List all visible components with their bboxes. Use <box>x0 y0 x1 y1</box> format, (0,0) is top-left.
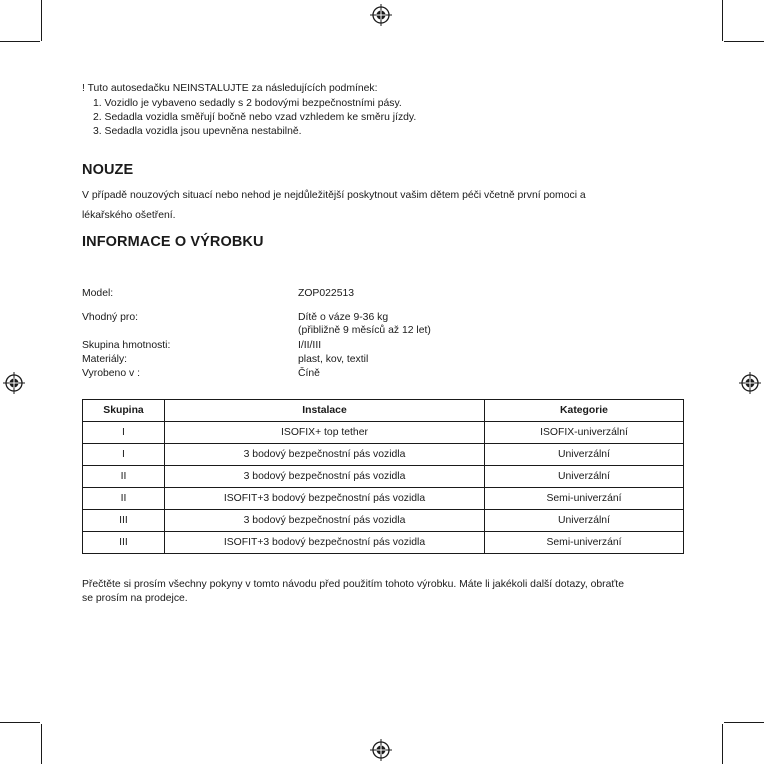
table-cell: Univerzální <box>485 510 684 532</box>
footer-text: Přečtěte si prosím všechny pokyny v tomto návodu před použitím tohoto výrobku. Máte li jakékoli další dotazy, obraťte <box>82 579 624 590</box>
table-cell: III <box>83 510 165 532</box>
spec-value: Číně <box>298 368 320 379</box>
emergency-heading: NOUZE <box>82 162 134 178</box>
crop-mark <box>724 722 764 723</box>
registration-mark-icon <box>370 739 392 761</box>
crop-mark <box>722 724 723 764</box>
spec-value: (přibližně 9 měsíců až 12 let) <box>298 325 431 336</box>
product-info-heading: INFORMACE O VÝROBKU <box>82 234 264 250</box>
table-header: Kategorie <box>485 400 684 422</box>
table-cell: Univerzální <box>485 466 684 488</box>
table-cell: 3 bodový bezpečnostní pás vozidla <box>165 444 485 466</box>
table-row <box>83 466 684 488</box>
spec-label: Skupina hmotnosti: <box>82 340 171 351</box>
table-row <box>83 488 684 510</box>
table-cell: ISOFIX+ top tether <box>165 422 485 444</box>
table-row <box>83 422 684 444</box>
warning-item: 2. Sedadla vozidla směřují bočně nebo vzad vzhledem ke směru jízdy. <box>93 112 417 123</box>
spec-label: Vhodný pro: <box>82 312 139 323</box>
crop-mark <box>41 724 42 764</box>
table-cell: ISOFIT+3 bodový bezpečnostní pás vozidla <box>165 488 485 510</box>
warning-item: 1. Vozidlo je vybaveno sedadly s 2 bodovými bezpečnostními pásy. <box>93 98 402 109</box>
table-cell: 3 bodový bezpečnostní pás vozidla <box>165 510 485 532</box>
crop-mark <box>41 0 42 41</box>
crop-mark <box>0 41 40 42</box>
table-cell: Semi-univerzání <box>485 488 684 510</box>
spec-value: I/II/III <box>298 340 322 351</box>
table-row <box>83 444 684 466</box>
table-cell: 3 bodový bezpečnostní pás vozidla <box>165 466 485 488</box>
table-cell: II <box>83 466 165 488</box>
table-cell: Univerzální <box>485 444 684 466</box>
table-header: Instalace <box>165 400 485 422</box>
registration-mark-icon <box>370 4 392 26</box>
registration-mark-icon <box>739 372 761 394</box>
table-cell: ISOFIX-univerzální <box>485 422 684 444</box>
spec-label: Model: <box>82 288 114 299</box>
warning-item: 3. Sedadla vozidla jsou upevněna nestabilně. <box>93 126 302 137</box>
emergency-text: V případě nouzových situací nebo nehod je nejdůležitější poskytnout vašim dětem péči včetně první pomoci a <box>82 190 586 201</box>
table-header: Skupina <box>83 400 165 422</box>
category-table <box>82 399 684 554</box>
table-cell: I <box>83 422 165 444</box>
table-row <box>83 532 684 554</box>
table-cell: ISOFIT+3 bodový bezpečnostní pás vozidla <box>165 532 485 554</box>
registration-mark-icon <box>3 372 25 394</box>
table-header-row <box>83 400 684 422</box>
crop-mark <box>0 722 40 723</box>
table-cell: II <box>83 488 165 510</box>
spec-value: Dítě o váze 9-36 kg <box>298 312 389 323</box>
table-row <box>83 510 684 532</box>
crop-mark <box>722 0 723 41</box>
crop-mark <box>724 41 764 42</box>
spec-label: Materiály: <box>82 354 128 365</box>
table-cell: III <box>83 532 165 554</box>
footer-text: se prosím na prodejce. <box>82 593 188 604</box>
spec-label: Vyrobeno v : <box>82 368 140 379</box>
warning-intro: ! Tuto autosedačku NEINSTALUJTE za následujících podmínek: <box>82 83 378 94</box>
spec-value: plast, kov, textil <box>298 354 369 365</box>
table-cell: Semi-univerzání <box>485 532 684 554</box>
emergency-text: lékařského ošetření. <box>82 210 176 221</box>
table-cell: I <box>83 444 165 466</box>
spec-value: ZOP022513 <box>298 288 355 299</box>
